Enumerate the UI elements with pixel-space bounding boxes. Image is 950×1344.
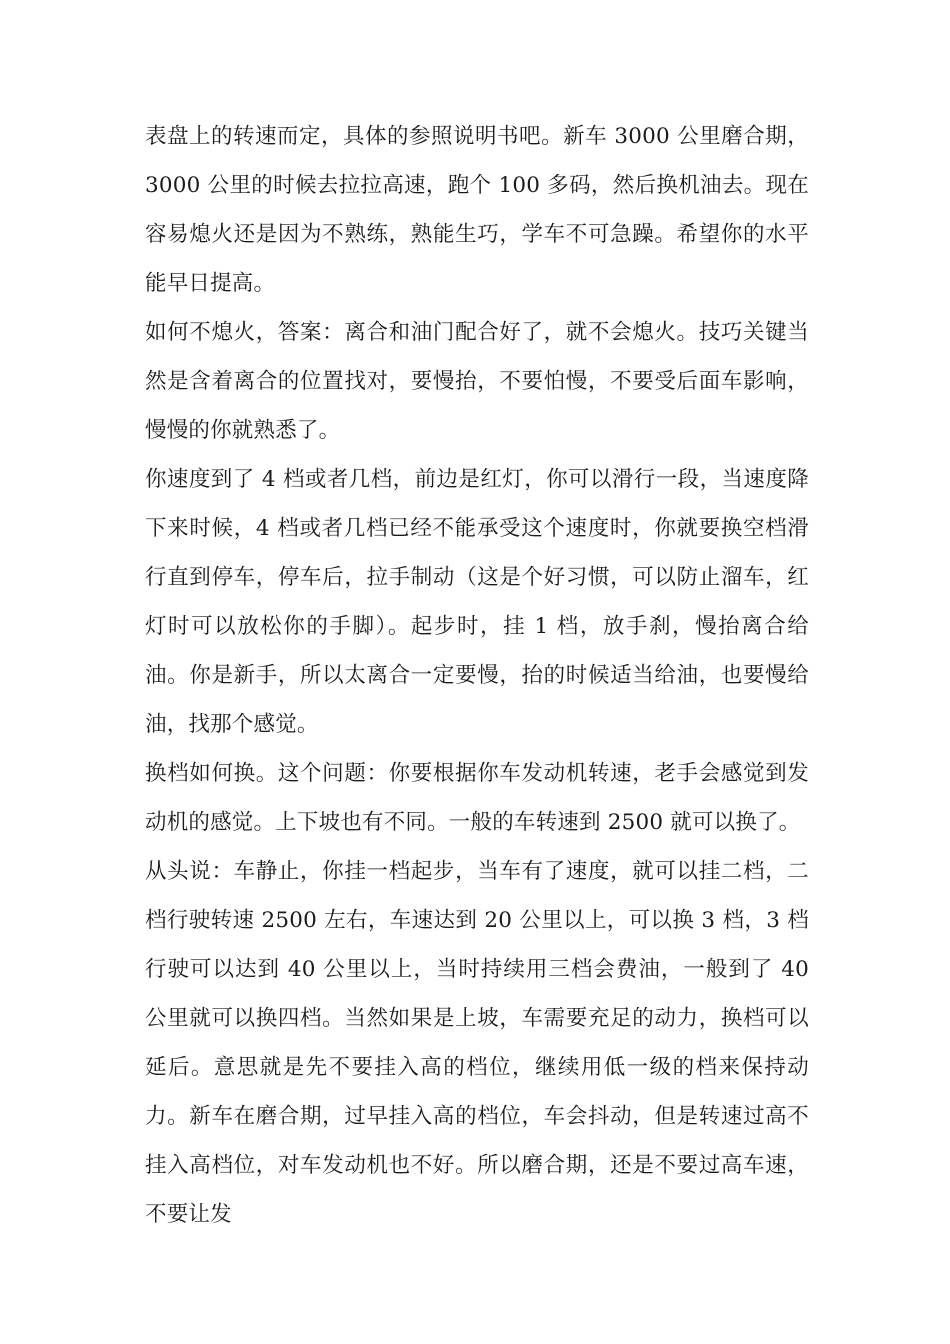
paragraph-how-to-shift: 换档如何换。这个问题：你要根据你车发动机转速，老手会感觉到发动机的感觉。上下坡也有不同。一般的车转速到 2500 就可以换了。 [145, 761, 809, 835]
paragraph-gear-sequence: 从头说：车静止，你挂一档起步，当车有了速度，就可以挂二档，二档行驶转速 2500 左右，车速达到 20 公里以上，可以换 3 档，3 档行驶可以达到 40 公里以上，当时持续用三档会费油，一般到了 40 公里就可以换四档。当然如果是上坡，车需要充足的动力，换档可以延后。意思就是先不要挂入高的档位，继续用低一级的档来保持动力。新车在磨合期，过早挂入高的档位，车会抖动，但是转速过高不挂入高档位，对车发动机也不好。所以磨合期，还是不要过高车速，不要让发 [145, 859, 809, 1227]
paragraph-avoid-stalling: 如何不熄火，答案：离合和油门配合好了，就不会熄火。技巧关键当然是含着离合的位置找对，要慢抬，不要怕慢，不要受后面车影响，慢慢的你就熟悉了。 [145, 320, 809, 443]
paragraph-rpm-break-in: 表盘上的转速而定，具体的参照说明书吧。新车 3000 公里磨合期，3000 公里的时候去拉拉高速，跑个 100 多码，然后换机油去。现在容易熄火还是因为不熟练，熟能生巧，学车不可急躁。希望你的水平能早日提高。 [145, 124, 809, 296]
paragraph-red-light-stop: 你速度到了 4 档或者几档，前边是红灯，你可以滑行一段，当速度降下来时候，4 档或者几档已经不能承受这个速度时，你就要换空档滑行直到停车，停车后，拉手制动（这是个好习惯，可以防止溜车，红灯时可以放松你的手脚）。起步时，挂 1 档，放手刹，慢抬离合给油。你是新手，所以太离合一定要慢，抬的时候适当给油，也要慢给油，找那个感觉。 [145, 467, 809, 737]
body-text [145, 112, 809, 1239]
